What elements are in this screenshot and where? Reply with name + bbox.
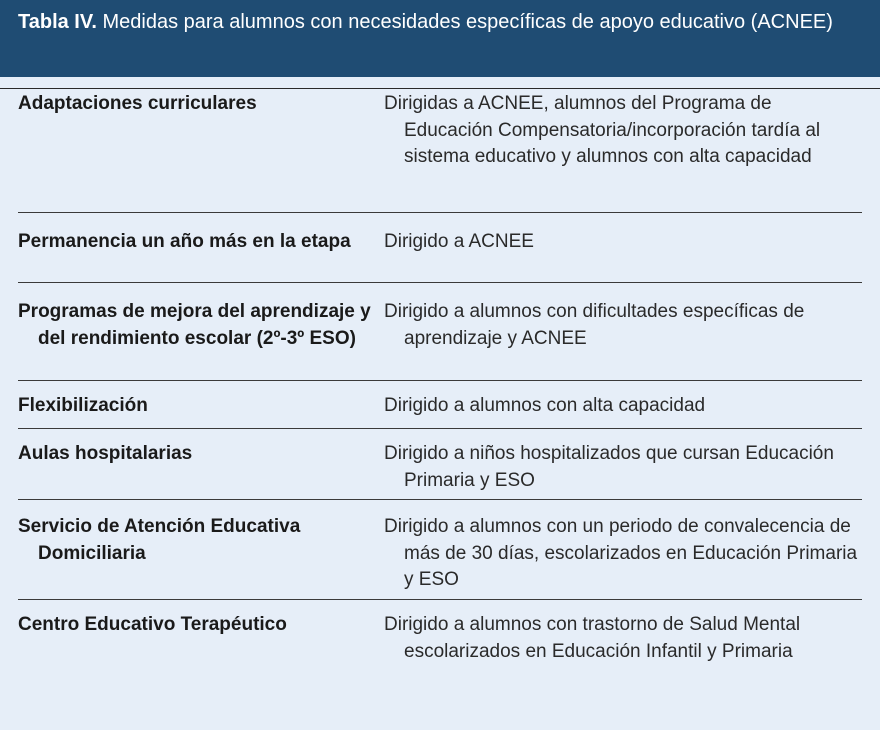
measure-cell: Servicio de Atención Educativa Domiciliaria <box>18 516 301 564</box>
table-row <box>18 600 862 720</box>
description-cell: Dirigidas a ACNEE, alumnos del Programa de Educación Compensatoria/incorporación tardía al sistema educativo y alumnos con alta capacidad <box>384 93 821 167</box>
measure-cell: Flexibilización <box>18 395 148 416</box>
table-row <box>18 429 862 500</box>
table-row <box>18 500 862 600</box>
description-cell: Dirigido a alumnos con trastorno de Salud Mental escolarizados en Educación Infantil y Primaria <box>384 614 801 662</box>
measure-cell: Aulas hospitalarias <box>18 443 193 464</box>
measure-cell: Programas de mejora del aprendizaje y del rendimiento escolar (2º-3º ESO) <box>18 301 371 349</box>
description-cell: Dirigido a niños hospitalizados que cursan Educación Primaria y ESO <box>384 443 834 491</box>
table-body <box>0 89 880 720</box>
measure-cell: Permanencia un año más en la etapa <box>18 231 351 252</box>
table-row <box>18 213 862 283</box>
table-row <box>18 381 862 429</box>
description-cell: Dirigido a alumnos con dificultades específicas de aprendizaje y ACNEE <box>384 301 805 349</box>
description-cell: Dirigido a alumnos con un periodo de convalecencia de más de 30 días, escolarizados en Educación Primaria y ESO <box>384 516 858 590</box>
table-row <box>18 283 862 381</box>
header-divider <box>0 77 880 89</box>
description-cell: Dirigido a ACNEE <box>384 231 534 252</box>
description-cell: Dirigido a alumnos con alta capacidad <box>384 395 706 416</box>
measure-cell: Adaptaciones curriculares <box>18 93 257 114</box>
caption-label: Tabla IV. <box>18 11 97 33</box>
caption-text: Medidas para alumnos con necesidades específicas de apoyo educativo (ACNEE) <box>102 11 833 33</box>
measure-cell: Centro Educativo Terapéutico <box>18 614 287 635</box>
table-caption <box>0 0 880 77</box>
table-row <box>18 89 862 213</box>
